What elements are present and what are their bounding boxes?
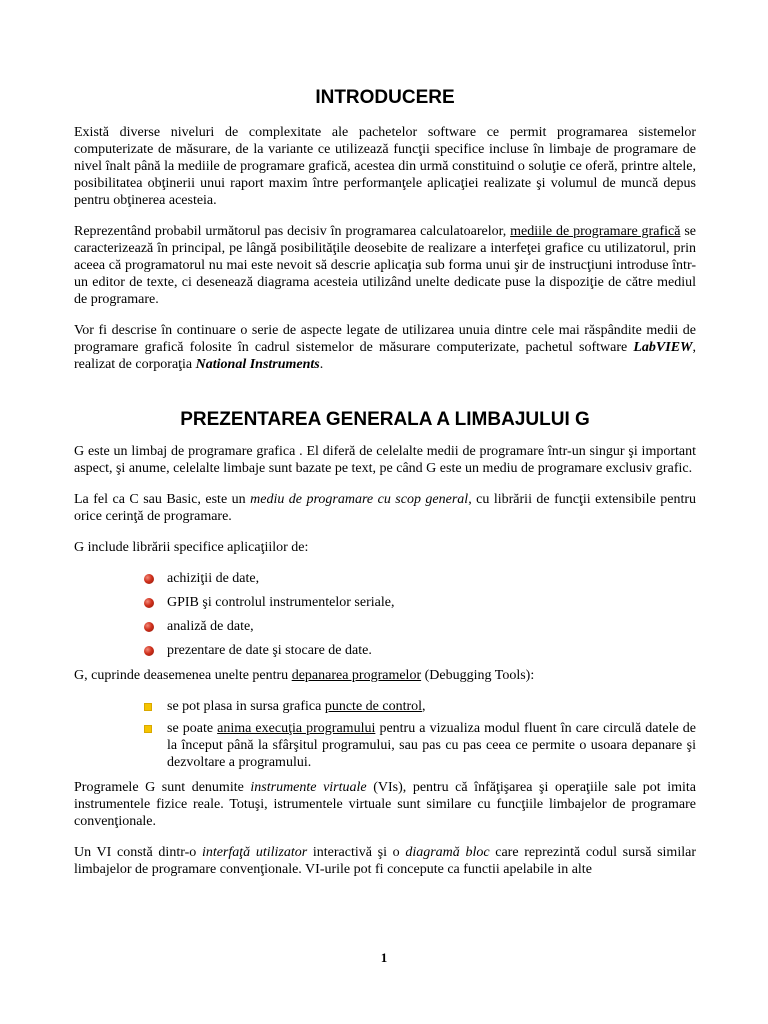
- list-item: [74, 594, 696, 611]
- national-instruments-term: National Instruments: [195, 357, 320, 372]
- text: care reprezintă codul sursă similar limbajelor de programare convenţionale. VI-urile pot fi concepute ca functii apelabile in alte: [74, 845, 696, 877]
- paragraph-6: G include librării specifice aplicaţiilor de:: [74, 540, 309, 555]
- text: .: [319, 357, 324, 372]
- text: se pot plasa in sursa grafica: [167, 699, 325, 714]
- italic-term: mediu de programare cu scop general: [250, 492, 469, 507]
- text: G, cuprinde deasemenea unelte pentru: [74, 668, 292, 683]
- yellow-bullet-icon: [144, 703, 152, 711]
- text: se poate: [167, 721, 218, 736]
- debugging-list: [74, 698, 696, 771]
- underlined-term: puncte de control: [324, 699, 423, 714]
- text: Reprezentând probabil următorul pas decisiv în programarea calculatoarelor,: [74, 224, 511, 239]
- red-bullet-icon: [144, 622, 154, 632]
- heading-prezentarea: PREZENTAREA GENERALA A LIMBAJULUI G: [180, 409, 590, 430]
- red-bullet-icon: [144, 574, 154, 584]
- heading-introducere: INTRODUCERE: [315, 87, 455, 108]
- paragraph-9: [74, 844, 696, 878]
- list-item: [74, 618, 696, 635]
- list-item: [74, 698, 696, 715]
- yellow-bullet-icon: [144, 725, 152, 733]
- italic-term: diagramă bloc: [405, 845, 490, 860]
- list-item: [74, 642, 696, 659]
- italic-term: interfaţă utilizator: [201, 845, 308, 860]
- document-page: [74, 86, 696, 892]
- italic-term: instrumente virtuale: [250, 780, 367, 795]
- list-item-text: prezentare de date şi stocare de date.: [167, 643, 372, 658]
- red-bullet-icon: [144, 598, 154, 608]
- red-bullet-icon: [144, 646, 154, 656]
- text: interactivă şi o: [307, 845, 406, 860]
- text: La fel ca C sau Basic, este un: [74, 492, 251, 507]
- underlined-term: anima execuţia programului: [217, 721, 376, 736]
- list-item-text: achiziţii de date,: [167, 571, 260, 586]
- paragraph-4: G este un limbaj de programare grafica . El diferă de celelalte medii de programare într-un singur şi important aspect, şi anume, celelalte limbaje sunt bazate pe text, pe când G este un mediu de programare exclusiv grafic.: [74, 444, 696, 476]
- text: ,: [422, 699, 426, 714]
- list-item-text: GPIB şi controlul instrumentelor seriale,: [167, 595, 395, 610]
- paragraph-5: [74, 491, 696, 525]
- text: Un VI constă dintr-o: [74, 845, 202, 860]
- text: Programele G sunt denumite: [74, 780, 251, 795]
- list-item: [74, 720, 696, 771]
- text: , cu librării de funcţii extensibile pentru orice cerinţă de programare.: [74, 492, 697, 524]
- page-number: 1: [380, 950, 388, 965]
- paragraph-3: [74, 322, 696, 373]
- text: Vor fi descrise în continuare o serie de aspecte legate de utilizarea unuia dintre cele mai răspândite medii de programare grafică folosite în cadrul sistemelor de măsurare computerizate, pachetul software: [74, 323, 696, 355]
- labview-term: LabVIEW: [633, 340, 693, 355]
- list-item: [74, 570, 696, 587]
- paragraph-7: [74, 667, 696, 684]
- text: se caracterizează în principal, pe lângă posibilităţile deosebite de realizare a interfeţei grafice cu utilizatorul, prin aceea că programatorul nu mai este nevoit să descrie aplicaţia sub forma unui şir de instrucţiuni introduse într-un editor de texte, ci desenează diagrama acesteia utilizând unelte dedicate puse la dispoziţie de către mediul de programare.: [74, 224, 696, 307]
- paragraph-2: [74, 223, 696, 308]
- text: (VIs), pentru că înfăţişarea şi operaţiile sale pot imita instrumentele fizice reale. Totuşi, istrumentele virtuale sunt similare cu funcţiile limbajelor de programare convenţionale.: [74, 780, 696, 829]
- text: , realizat de corporaţia: [74, 340, 696, 372]
- list-item-text: analiză de date,: [167, 619, 254, 634]
- underlined-term: depanarea programelor: [291, 668, 422, 683]
- paragraph-8: [74, 779, 696, 830]
- text: (Debugging Tools):: [421, 668, 535, 683]
- underlined-term: mediile de programare grafică: [510, 224, 681, 239]
- text: pentru a vizualiza modul fluent în care circulă datele de la început până la sfârşitul programului, sau pas cu pas ceea ce permite o usoara depanare şi dezvoltare a programului.: [167, 721, 696, 770]
- library-list: [74, 570, 696, 659]
- paragraph-1: Există diverse niveluri de complexitate ale pachetelor software ce permit programarea sistemelor computerizate de măsurare, de la variante ce utilizează funcţii specifice incluse în limbaje de programare de nivel înalt până la mediile de programare grafică, acestea din urmă constituind o soluţie ce oferă, printre altele, posibilitatea obţinerii unui raport maxim între performanţele aplicaţiei realizate şi volumul de muncă depus pentru obţinerea acesteia.: [74, 125, 696, 208]
